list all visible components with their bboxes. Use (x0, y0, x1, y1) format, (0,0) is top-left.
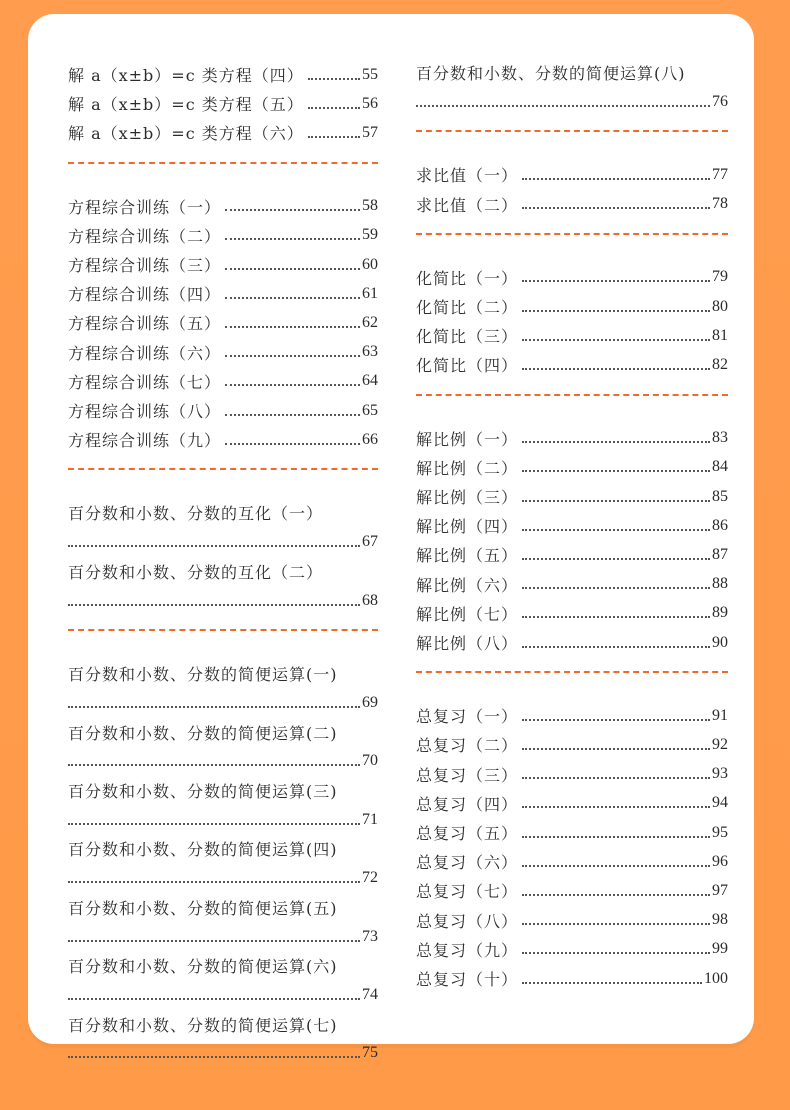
toc-entry-label: 方程综合训练（四） (68, 285, 222, 305)
toc-entry[interactable] (416, 190, 728, 219)
dot-leader (522, 952, 710, 954)
toc-entry-label: 解 a（x±b）=c 类方程（四） (68, 66, 304, 85)
toc-page-number: 84 (712, 458, 728, 476)
toc-entry-label: 方程综合训练（一） (68, 197, 222, 217)
toc-page-number: 62 (362, 313, 378, 331)
dot-leader (522, 616, 710, 618)
toc-entry[interactable] (68, 367, 378, 396)
toc-entry-label: 解比例（六） (416, 575, 519, 595)
dot-leader (522, 894, 710, 896)
dot-leader (225, 238, 360, 240)
toc-entry[interactable] (68, 89, 378, 118)
toc-entry-label: 方程综合训练（二） (68, 226, 222, 246)
toc-entry[interactable] (416, 876, 728, 905)
toc-entry-label: 总复习（十） (416, 970, 519, 989)
toc-entry-label: 总复习（八） (416, 911, 519, 931)
section-divider (68, 629, 378, 631)
toc-page-number: 66 (362, 430, 378, 448)
toc-entry-leader[interactable] (68, 586, 378, 615)
toc-entry-leader[interactable] (68, 922, 378, 951)
dot-leader (68, 545, 360, 547)
toc-entry-label: 求比值（一） (416, 166, 519, 186)
toc-entry[interactable] (68, 338, 378, 367)
toc-page-number: 75 (362, 1044, 378, 1062)
dot-leader (522, 587, 710, 589)
toc-page-number: 55 (362, 65, 378, 83)
toc-page-number: 59 (362, 226, 378, 244)
dot-leader (522, 865, 710, 867)
dot-leader (522, 280, 710, 282)
dot-leader (522, 558, 710, 560)
toc-entry-leader[interactable] (68, 980, 378, 1009)
dot-leader (225, 297, 360, 299)
dot-leader (308, 107, 360, 109)
toc-entry-label: 总复习（二） (416, 736, 519, 756)
toc-entry[interactable] (416, 482, 728, 511)
toc-entry-label: 百分数和小数、分数的简便运算(一) (68, 665, 338, 685)
toc-page-number: 86 (712, 516, 728, 534)
toc-entry-title[interactable] (416, 58, 728, 87)
toc-page-number: 73 (362, 927, 378, 945)
toc-entry[interactable] (416, 730, 728, 759)
toc-entry-label: 总复习（一） (416, 707, 519, 727)
toc-entry-label: 百分数和小数、分数的简便运算(七) (68, 1015, 338, 1035)
toc-page-number: 79 (712, 268, 728, 286)
toc-page-number: 74 (362, 985, 378, 1003)
toc-page-number: 72 (362, 869, 378, 887)
toc-entry-label: 总复习（五） (416, 824, 519, 843)
toc-page-number: 83 (712, 429, 728, 447)
toc-entry[interactable] (416, 453, 728, 482)
dot-leader (522, 646, 710, 648)
dot-leader (522, 470, 710, 472)
toc-entry-label: 解比例（八） (416, 634, 519, 653)
toc-entry[interactable] (416, 263, 728, 292)
toc-page-number: 100 (704, 969, 728, 987)
toc-entry-label: 化简比（一） (416, 268, 519, 288)
dot-leader (522, 806, 710, 808)
toc-entry[interactable] (416, 818, 728, 847)
toc-entry[interactable] (68, 425, 378, 454)
toc-entry-leader[interactable] (416, 87, 728, 116)
toc-entry[interactable] (416, 935, 728, 964)
dot-leader (68, 706, 360, 708)
toc-page-number: 56 (362, 94, 378, 112)
toc-page-number: 95 (712, 823, 728, 841)
dot-leader (68, 1056, 360, 1058)
toc-entry[interactable] (68, 118, 378, 147)
toc-page-number: 60 (362, 255, 378, 273)
dot-leader (68, 998, 360, 1000)
toc-page-number: 93 (712, 765, 728, 783)
toc-page-number: 97 (712, 881, 728, 899)
toc-entry[interactable] (416, 540, 728, 569)
toc-entry[interactable] (416, 321, 728, 350)
toc-entry[interactable] (416, 964, 728, 993)
toc-page-number: 77 (712, 165, 728, 183)
toc-page-number: 81 (712, 326, 728, 344)
toc-entry[interactable] (68, 250, 378, 279)
toc-page-number: 67 (362, 533, 378, 551)
toc-entry[interactable] (68, 396, 378, 425)
toc-entry[interactable] (416, 511, 728, 540)
dot-leader (68, 940, 360, 942)
toc-entry-label: 总复习（四） (416, 794, 519, 814)
toc-entry[interactable] (416, 599, 728, 628)
toc-entry-title[interactable] (68, 557, 378, 586)
toc-page-number: 96 (712, 852, 728, 870)
dot-leader (225, 414, 360, 416)
toc-page-number: 80 (712, 297, 728, 315)
dot-leader (522, 836, 710, 838)
toc-entry-label: 化简比（三） (416, 327, 519, 347)
toc-entry-label: 方程综合训练（五） (68, 314, 222, 334)
toc-entry[interactable] (68, 221, 378, 250)
toc-page-number: 82 (712, 355, 728, 373)
toc-entry-label: 化简比（四） (416, 356, 519, 376)
toc-entry-label: 解 a（x±b）=c 类方程（五） (68, 95, 304, 115)
toc-page-number: 87 (712, 545, 728, 563)
toc-entry-label: 总复习（六） (416, 853, 519, 873)
dot-leader (68, 604, 360, 606)
toc-entry[interactable] (68, 192, 378, 221)
toc-entry[interactable] (416, 424, 728, 453)
toc-entry-title[interactable] (68, 893, 378, 922)
toc-page-number: 90 (712, 633, 728, 651)
toc-entry-title[interactable] (68, 834, 378, 863)
toc-entry-leader[interactable] (68, 528, 378, 557)
dot-leader (68, 881, 360, 883)
toc-page-number: 85 (712, 487, 728, 505)
toc-entry-label: 百分数和小数、分数的简便运算(二) (68, 723, 338, 743)
toc-entry-label: 百分数和小数、分数的简便运算(八) (416, 64, 686, 83)
toc-entry-title[interactable] (68, 718, 378, 747)
toc-entry-label: 总复习（七） (416, 882, 519, 902)
toc-entry-title[interactable] (68, 659, 378, 688)
toc-entry[interactable] (416, 906, 728, 935)
toc-entry-label: 百分数和小数、分数的简便运算(五) (68, 898, 338, 918)
dot-leader (225, 443, 360, 445)
toc-page-number: 61 (362, 284, 378, 302)
toc-entry-title[interactable] (68, 498, 378, 527)
toc-entry-label: 方程综合训练（七） (68, 372, 222, 392)
toc-entry-label: 百分数和小数、分数的互化（一） (68, 504, 324, 524)
toc-entry-label: 解比例（七） (416, 604, 519, 624)
toc-entry-label: 百分数和小数、分数的简便运算(六) (68, 957, 338, 977)
toc-page-number: 71 (362, 810, 378, 828)
toc-entry-label: 解比例（三） (416, 488, 519, 507)
section-divider (416, 130, 728, 132)
dot-leader (308, 78, 360, 80)
dot-leader (522, 310, 710, 312)
toc-page-number: 68 (362, 591, 378, 609)
dot-leader (308, 136, 360, 138)
dot-leader (522, 529, 710, 531)
toc-page-number: 58 (362, 197, 378, 215)
toc-page-number: 78 (712, 195, 728, 213)
toc-entry-title[interactable] (68, 776, 378, 805)
toc-entry[interactable] (416, 570, 728, 599)
toc-page-number: 99 (712, 940, 728, 958)
toc-entry-label: 方程综合训练（六） (68, 343, 222, 363)
toc-entry-label: 百分数和小数、分数的简便运算(四) (68, 840, 338, 860)
toc-entry-label: 百分数和小数、分数的互化（二） (68, 562, 324, 582)
dot-leader (225, 384, 360, 386)
dot-leader (225, 326, 360, 328)
toc-entry-label: 解比例（一） (416, 429, 519, 449)
toc-page-number: 64 (362, 372, 378, 390)
toc-entry-label: 化简比（二） (416, 298, 519, 317)
toc-entry[interactable] (416, 350, 728, 379)
toc-entry-leader[interactable] (68, 805, 378, 834)
toc-entry[interactable] (68, 60, 378, 89)
dot-leader (68, 823, 360, 825)
toc-entry[interactable] (68, 308, 378, 337)
dot-leader (522, 748, 710, 750)
section-divider (68, 468, 378, 470)
toc-entry-label: 解比例（四） (416, 517, 519, 537)
toc-entry-label: 求比值（二） (416, 195, 519, 215)
section-divider (416, 394, 728, 396)
dot-leader (522, 777, 710, 779)
toc-page-number: 57 (362, 123, 378, 141)
section-divider (416, 233, 728, 235)
toc-page-number: 92 (712, 735, 728, 753)
toc-entry-label: 解 a（x±b）=c 类方程（六） (68, 124, 304, 144)
dot-leader (225, 268, 360, 270)
toc-entry-label: 解比例（五） (416, 546, 519, 566)
toc-entry[interactable] (416, 760, 728, 789)
dot-leader (225, 209, 360, 211)
toc-page-number: 70 (362, 752, 378, 770)
dot-leader (522, 339, 710, 341)
toc-page-number: 65 (362, 401, 378, 419)
toc-entry-label: 方程综合训练（八） (68, 402, 222, 421)
toc-page-number: 94 (712, 794, 728, 812)
toc-entry[interactable] (416, 292, 728, 321)
dot-leader (522, 368, 710, 370)
toc-page-number: 91 (712, 706, 728, 724)
toc-entry[interactable] (416, 789, 728, 818)
toc-entry-title[interactable] (68, 1010, 378, 1039)
dot-leader (522, 441, 710, 443)
toc-entry[interactable] (416, 160, 728, 189)
dot-leader (522, 178, 710, 180)
dot-leader (68, 764, 360, 766)
dot-leader (522, 500, 710, 502)
toc-page-number: 76 (712, 92, 728, 110)
toc-entry-label: 解比例（二） (416, 458, 519, 478)
toc-entry-label: 方程综合训练（三） (68, 256, 222, 275)
toc-entry-label: 总复习（九） (416, 940, 519, 960)
toc-page-number: 88 (712, 575, 728, 593)
toc-page-number: 98 (712, 911, 728, 929)
toc-page-number: 89 (712, 604, 728, 622)
toc-entry-label: 总复习（三） (416, 765, 519, 785)
toc-entry[interactable] (68, 279, 378, 308)
toc-entry[interactable] (416, 847, 728, 876)
dot-leader (416, 105, 710, 107)
toc-entry-label: 百分数和小数、分数的简便运算(三) (68, 782, 338, 801)
toc-entry-title[interactable] (68, 951, 378, 980)
section-divider (416, 671, 728, 673)
toc-entry-leader[interactable] (68, 1039, 378, 1068)
toc-entry[interactable] (416, 628, 728, 657)
dot-leader (522, 982, 702, 984)
card-tab-decoration (396, 1038, 408, 1044)
toc-entry-label: 方程综合训练（九） (68, 431, 222, 451)
toc-entry-leader[interactable] (68, 864, 378, 893)
toc-page-number: 69 (362, 693, 378, 711)
section-divider (68, 162, 378, 164)
dot-leader (522, 207, 710, 209)
dot-leader (522, 923, 710, 925)
dot-leader (522, 719, 710, 721)
dot-leader (225, 355, 360, 357)
toc-entry-leader[interactable] (68, 688, 378, 717)
toc-entry-leader[interactable] (68, 747, 378, 776)
toc-entry[interactable] (416, 701, 728, 730)
toc-page-number: 63 (362, 343, 378, 361)
